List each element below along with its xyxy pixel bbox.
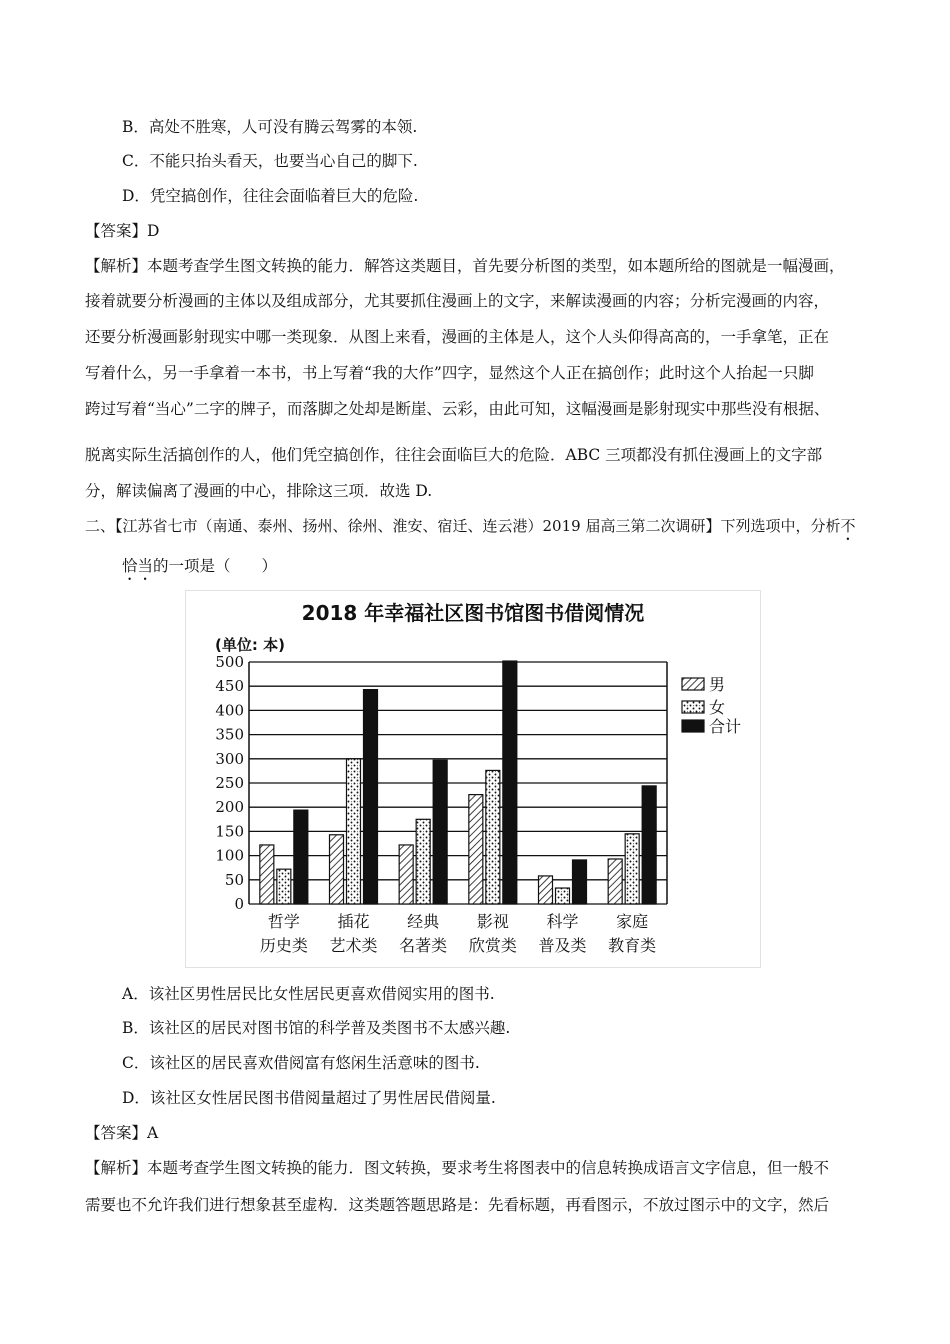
question-2-line2 xyxy=(122,555,277,584)
x-tick-label: 家庭 xyxy=(616,912,649,931)
analysis-2-line: 【解析】本题考查学生图文转换的能力．图文转换，要求考生将图表中的信息转换成语言文字信息，但一般不 xyxy=(85,1159,830,1177)
analysis-1-line: 写着什么，另一手拿着一本书，书上写着“我的大作”四字，显然这个人正在搞创作；此时这个人抬起一只脚 xyxy=(85,364,814,382)
bar-female xyxy=(486,770,500,904)
legend-swatch-total xyxy=(682,720,704,732)
question-2-line1 xyxy=(85,515,855,544)
question-2-emph-bu: 不 xyxy=(840,517,856,535)
analysis-1-line: 分，解读偏离了漫画的中心，排除这三项．故选 D. xyxy=(85,482,433,500)
x-tick-label: 艺术类 xyxy=(329,936,378,955)
bar-total xyxy=(642,786,656,904)
y-tick-label: 250 xyxy=(215,774,244,792)
bar-male xyxy=(260,845,274,904)
bar-total xyxy=(503,661,517,904)
x-tick-label: 历史类 xyxy=(259,936,308,955)
legend-label-total: 合计 xyxy=(709,717,742,736)
legend-label-male: 男 xyxy=(709,675,726,694)
bar-total xyxy=(294,810,308,904)
y-tick-label: 450 xyxy=(215,677,244,696)
bar-female xyxy=(556,888,570,904)
x-tick-label: 普及类 xyxy=(538,936,587,955)
question-2-tail: 的一项是（ ） xyxy=(153,557,278,575)
y-tick-label: 400 xyxy=(215,701,244,720)
answer-2: 【答案】A xyxy=(85,1124,159,1142)
analysis-1-line: 接着就要分析漫画的主体以及组成部分，尤其要抓住漫画上的文字，来解读漫画的内容；分析完漫画的内容， xyxy=(85,292,830,310)
bar-total xyxy=(364,690,378,904)
option-c-top: C．不能只抬头看天，也要当心自己的脚下. xyxy=(122,152,418,170)
analysis-1-line: 还要分析漫画影射现实中哪一类现象．从图上来看，漫画的主体是人，这个人头仰得高高的，一手拿笔，正在 xyxy=(85,328,830,346)
bar-female xyxy=(416,819,430,904)
analysis-1-line: 【解析】本题考查学生图文转换的能力．解答这类题目，首先要分析图的类型，如本题所给的图就是一幅漫画， xyxy=(85,257,845,275)
bar-male xyxy=(469,795,483,904)
y-tick-label: 150 xyxy=(215,822,244,841)
x-tick-label: 哲学 xyxy=(267,912,300,931)
y-tick-label: 300 xyxy=(215,749,244,768)
option-d: D．该社区女性居民图书借阅量超过了男性居民借阅量. xyxy=(122,1089,496,1107)
x-tick-label: 教育类 xyxy=(608,936,657,955)
bar-total xyxy=(573,860,587,904)
option-b-top: B．高处不胜寒，人可没有腾云驾雾的本领. xyxy=(122,118,418,136)
answer-1: 【答案】D xyxy=(85,222,160,240)
bar-male xyxy=(608,859,622,904)
x-tick-label: 经典 xyxy=(407,912,440,931)
option-c: C．该社区的居民喜欢借阅富有悠闲生活意味的图书. xyxy=(122,1054,480,1072)
bar-male xyxy=(539,876,553,904)
bar-male xyxy=(330,835,344,904)
analysis-2-line: 需要也不允许我们进行想象甚至虚构．这类题答题思路是：先看标题，再看图示，不放过图示中的文字，然后 xyxy=(85,1196,830,1214)
x-tick-label: 影视 xyxy=(476,912,509,931)
bar-female xyxy=(277,869,291,904)
y-tick-label: 100 xyxy=(215,846,244,865)
bar-female xyxy=(347,759,361,904)
x-tick-label: 科学 xyxy=(546,912,579,931)
legend-swatch-female xyxy=(682,701,704,713)
chart-title: 2018 年幸福社区图书馆图书借阅情况 xyxy=(301,601,645,625)
analysis-1-line: 脱离实际生活搞创作的人，他们凭空搞创作，往往会面临巨大的危险．ABC 三项都没有抓住漫画上的文字部 xyxy=(85,446,823,464)
question-2-text: 二、【江苏省七市（南通、泰州、扬州、徐州、淮安、宿迁、连云港）2019 届高三第二次调研】下列选项中，分析 xyxy=(85,517,841,535)
y-tick-label: 350 xyxy=(215,725,244,744)
x-tick-label: 欣赏类 xyxy=(468,936,517,955)
option-b: B．该社区的居民对图书馆的科学普及类图书不太感兴趣. xyxy=(122,1019,511,1037)
bar-chart xyxy=(185,590,761,968)
x-tick-label: 名著类 xyxy=(399,936,448,955)
x-tick-label: 插花 xyxy=(337,912,370,931)
question-2-emph-qiadang: 恰当 xyxy=(122,557,154,575)
legend-swatch-male xyxy=(682,678,704,690)
bar-female xyxy=(625,834,639,904)
y-tick-label: 0 xyxy=(234,895,244,913)
y-tick-label: 500 xyxy=(215,653,244,671)
analysis-1-line: 跨过写着“当心”二字的牌子，而落脚之处却是断崖、云彩，由此可知，这幅漫画是影射现实中那些没有根据、 xyxy=(85,400,830,418)
option-a: A．该社区男性居民比女性居民更喜欢借阅实用的图书. xyxy=(122,985,495,1003)
option-d-top: D．凭空搞创作，往往会面临着巨大的危险. xyxy=(122,187,419,205)
y-tick-label: 50 xyxy=(224,870,244,889)
legend-label-female: 女 xyxy=(709,698,726,717)
chart-unit-label: (单位: 本) xyxy=(215,636,285,654)
bar-total xyxy=(433,760,447,904)
bar-male xyxy=(399,845,413,904)
y-tick-label: 200 xyxy=(215,798,244,817)
